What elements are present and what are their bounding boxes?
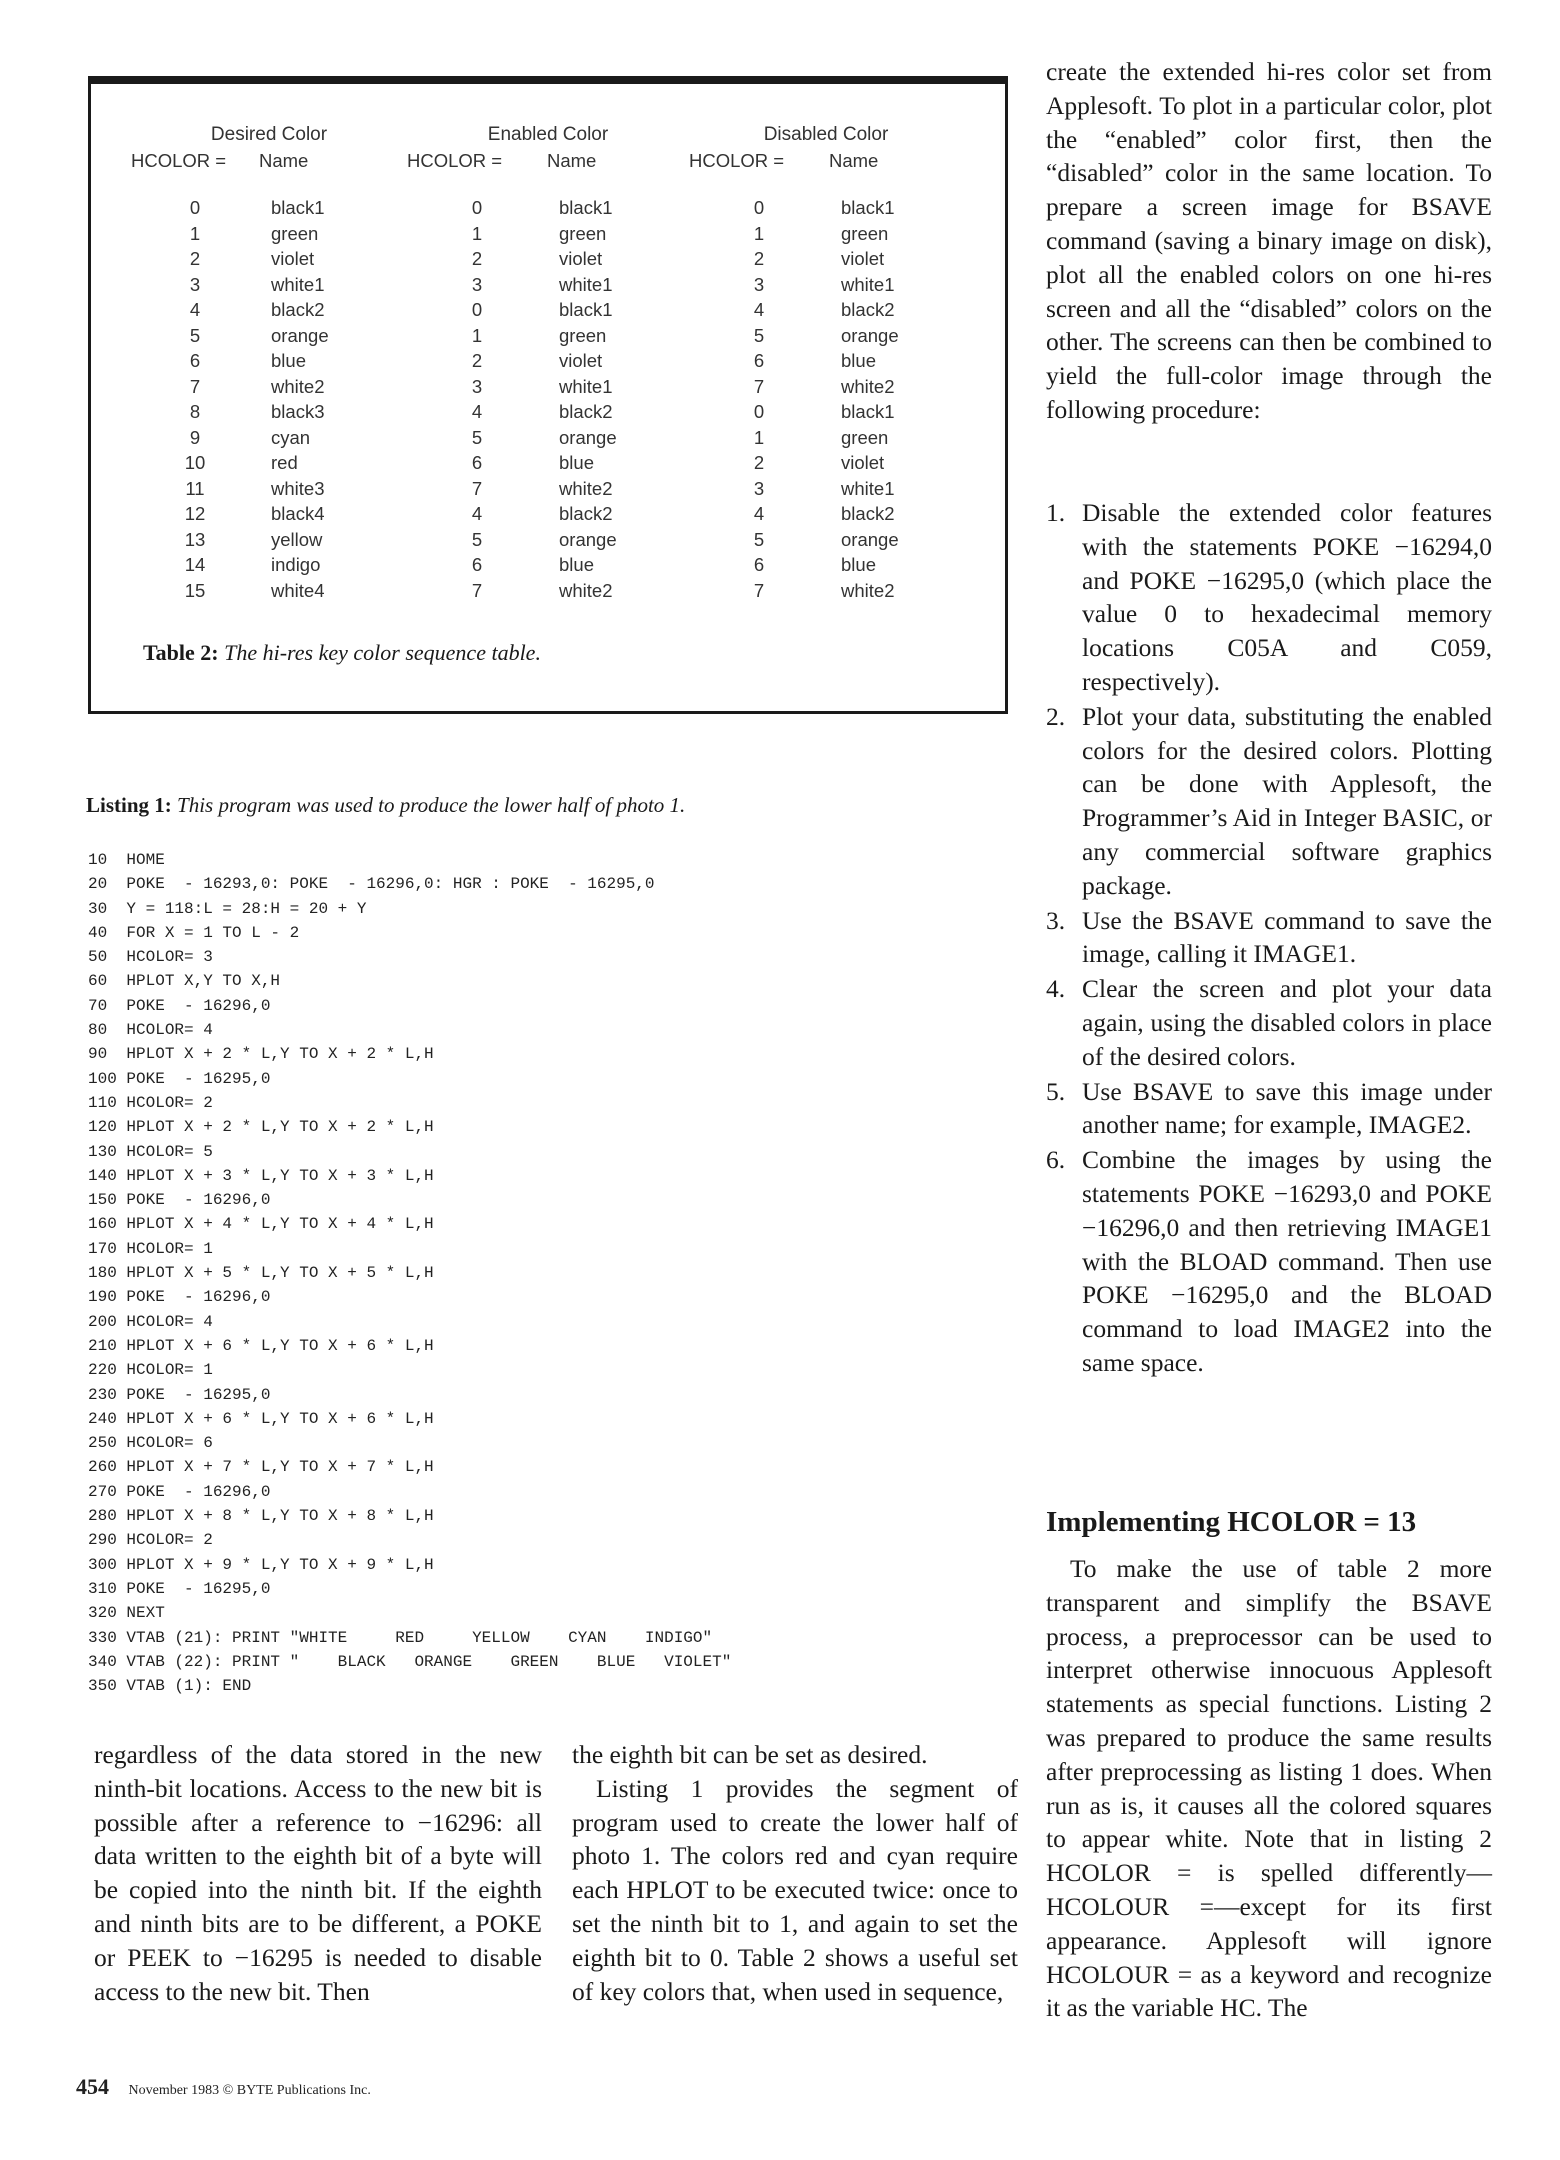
step-item (1046, 700, 1492, 903)
code-line: 90 HPLOT X + 2 * L,Y TO X + 2 * L,H (88, 1045, 434, 1064)
code-line: 220 HCOLOR= 1 (88, 1361, 213, 1380)
hcolor-value-cell: 4 (753, 503, 765, 524)
code-line: 330 VTAB (21): PRINT "WHITE RED YELLOW CYAN INDIGO" (88, 1628, 713, 1647)
hcolor-value-cell: 12 (184, 503, 206, 524)
color-name-cell: violet (559, 248, 603, 269)
color-name-cell: blue (271, 350, 306, 371)
listing-caption-text: This program was used to produce the lower half of photo 1. (177, 793, 686, 817)
paragraph: the eighth bit can be set as desired. (572, 1740, 928, 1769)
table-row (131, 476, 963, 502)
color-sequence-table (131, 122, 963, 603)
code-line: 310 POKE - 16295,0 (88, 1579, 271, 1598)
color-name-cell: white2 (841, 579, 895, 601)
code-line: 180 HPLOT X + 5 * L,Y TO X + 5 * L,H (88, 1264, 434, 1283)
color-name-cell: black2 (841, 503, 895, 524)
page-footer (76, 2074, 371, 2100)
hcolor-value-cell: 7 (753, 579, 765, 601)
color-name-cell: red (271, 452, 298, 473)
code-line: 210 HPLOT X + 6 * L,Y TO X + 6 * L,H (88, 1336, 434, 1355)
hcolor-value-cell: 1 (471, 324, 483, 346)
table-row (131, 450, 963, 476)
color-name-cell: white1 (841, 273, 895, 295)
color-name-cell: blue (559, 554, 594, 575)
step-number: 2. (1046, 701, 1066, 731)
hcolor-value-cell: 2 (753, 248, 765, 269)
color-name-cell: blue (559, 452, 594, 473)
hcolor-value-cell: 14 (184, 554, 206, 575)
hcolor-value-cell: 13 (184, 528, 206, 550)
color-name-cell: white3 (271, 477, 325, 499)
footer-credit: November 1983 © BYTE Publications Inc. (128, 2083, 371, 2098)
hcolor-value-cell: 5 (753, 528, 765, 550)
hcolor-value-cell: 6 (189, 350, 201, 371)
color-name-cell: white2 (559, 579, 613, 601)
hcolor-value-cell: 1 (189, 222, 201, 244)
color-name-cell: indigo (271, 554, 321, 575)
step-number: 5. (1046, 1076, 1066, 1106)
hcolor-value-cell: 0 (471, 197, 483, 218)
color-name-cell: white1 (559, 375, 613, 397)
code-line: 130 HCOLOR= 5 (88, 1142, 213, 1161)
step-text: Combine the images by using the statements POKE −16293,0 and POKE −16296,0 and then retrieving IMAGE1 with the BLOAD command. Then use POKE −16295,0 and the BLOAD command to load IMAGE2 into the same space. (1082, 1145, 1492, 1377)
color-name-cell: black2 (559, 503, 613, 524)
step-text: Use BSAVE to save this image under another name; for example, IMAGE2. (1082, 1076, 1492, 1140)
color-name-cell: black4 (271, 503, 325, 524)
group-header-enabled: Enabled Color (487, 124, 609, 145)
body-column-left (94, 1738, 542, 2008)
listing-caption (86, 793, 685, 818)
table-row (131, 323, 963, 349)
hcolor-value-cell: 1 (471, 222, 483, 244)
table-caption-text: The hi-res key color sequence table. (224, 640, 541, 665)
hcolor-value-cell: 7 (753, 375, 765, 397)
color-name-cell: blue (841, 350, 876, 371)
color-name-cell: violet (841, 452, 885, 473)
step-item (1046, 1143, 1492, 1380)
color-name-cell: violet (841, 248, 885, 269)
color-name-cell: orange (841, 324, 899, 346)
color-name-cell: white2 (841, 375, 895, 397)
step-number: 1. (1046, 498, 1066, 527)
color-name-cell: black2 (271, 299, 325, 320)
code-line: 290 HCOLOR= 2 (88, 1531, 213, 1550)
step-number: 3. (1046, 905, 1066, 935)
paragraph: regardless of the data stored in the new ninth-bit locations. Access to the new bit is possible after a reference to −16296: all data written to the eighth bit of a byte will be copied into the ninth bit. If the eighth and ninth bits are to be different, a POKE or PEEK to −16295 is needed to disable access to the new bit. Then (94, 1740, 542, 2006)
section-heading: Implementing HCOLOR = 13 (1046, 1506, 1417, 1538)
procedure-steps (1046, 496, 1492, 1381)
hcolor-value-cell: 2 (471, 248, 483, 269)
color-name-cell: black3 (271, 401, 325, 422)
paragraph: Listing 1 provides the segment of program used to create the lower half of photo 1. The colors red and cyan require each HPLOT to be executed twice: once to set the ninth bit to 1, and again to set the eighth bit to 0. Table 2 shows a useful set of key colors that, when used in sequence, (572, 1773, 1018, 2006)
code-line: 160 HPLOT X + 4 * L,Y TO X + 4 * L,H (88, 1215, 434, 1234)
code-line: 350 VTAB (1): END (88, 1677, 252, 1696)
color-name-cell: green (841, 222, 889, 244)
color-name-cell: black1 (841, 197, 895, 218)
table-row (131, 374, 963, 400)
step-number: 4. (1046, 974, 1066, 1004)
body-column-right-intro (1046, 55, 1492, 427)
hcolor-value-cell: 2 (471, 350, 483, 371)
step-text: Use the BSAVE command to save the image, calling it IMAGE1. (1082, 905, 1492, 969)
table-row (131, 272, 963, 298)
step-number: 6. (1046, 1145, 1066, 1175)
hcolor-value-cell: 4 (471, 401, 483, 422)
table-row (131, 501, 963, 527)
code-line: 60 HPLOT X,Y TO X,H (88, 972, 281, 991)
code-line: 300 HPLOT X + 9 * L,Y TO X + 9 * L,H (88, 1555, 434, 1574)
step-item (1046, 496, 1492, 699)
hcolor-value-cell: 6 (471, 554, 483, 575)
sub-header: HCOLOR = (131, 149, 227, 171)
color-name-cell: white4 (271, 579, 325, 601)
table-caption (143, 640, 541, 666)
color-name-cell: white1 (841, 477, 895, 499)
color-name-cell: yellow (271, 528, 323, 550)
table-row (131, 195, 963, 221)
hcolor-value-cell: 3 (189, 273, 201, 295)
hcolor-value-cell: 1 (753, 222, 765, 244)
page-number: 454 (76, 2074, 109, 2099)
color-name-cell: blue (841, 554, 876, 575)
hcolor-value-cell: 5 (189, 324, 201, 346)
paragraph: create the extended hi-res color set from Applesoft. To plot in a particular color, plot the “enabled” color first, then the “disabled” color in the same location. To prepare a screen image for BSAVE command (saving a binary image on disk), plot all the enabled colors on one hi-res screen and all the “disabled” colors on the other. The screens can then be combined to yield the full-color image through the following procedure: (1046, 57, 1492, 424)
code-line: 150 POKE - 16296,0 (88, 1191, 271, 1210)
hcolor-value-cell: 15 (184, 579, 206, 601)
table-row (131, 348, 963, 374)
step-text: Clear the screen and plot your data again, using the disabled colors in place of the desired colors. (1082, 974, 1492, 1071)
table-caption-label: Table 2: (143, 640, 219, 665)
listing-caption-label: Listing 1: (86, 793, 172, 817)
color-name-cell: orange (271, 324, 329, 346)
body-column-middle (572, 1738, 1018, 2008)
sub-header: Name (829, 149, 879, 171)
code-line: 70 POKE - 16296,0 (88, 996, 271, 1015)
color-name-cell: white2 (559, 477, 613, 499)
group-header-desired: Desired Color (210, 124, 328, 145)
color-name-cell: black1 (559, 299, 613, 320)
color-name-cell: black1 (841, 401, 895, 422)
hcolor-value-cell: 7 (189, 375, 201, 397)
hcolor-value-cell: 6 (471, 452, 483, 473)
color-name-cell: cyan (271, 426, 311, 448)
table-group-header-row (131, 122, 963, 148)
hcolor-value-cell: 2 (189, 248, 201, 269)
color-name-cell: black1 (271, 197, 325, 218)
table-row (131, 399, 963, 425)
table-frame (88, 76, 1008, 714)
table-sub-header-row (131, 148, 963, 174)
hcolor-value-cell: 3 (753, 273, 765, 295)
code-line: 270 POKE - 16296,0 (88, 1482, 271, 1501)
code-line: 110 HCOLOR= 2 (88, 1093, 213, 1112)
hcolor-value-cell: 3 (471, 375, 483, 397)
step-item (1046, 972, 1492, 1073)
sub-header: Name (259, 149, 309, 171)
code-line: 170 HCOLOR= 1 (88, 1239, 213, 1258)
step-item (1046, 904, 1492, 972)
table-row (131, 425, 963, 451)
hcolor-value-cell: 4 (753, 299, 765, 320)
hcolor-value-cell: 3 (471, 273, 483, 295)
body-column-right-final (1046, 1552, 1492, 2025)
hcolor-value-cell: 6 (753, 350, 765, 371)
code-line: 80 HCOLOR= 4 (88, 1021, 213, 1040)
step-item (1046, 1075, 1492, 1143)
sub-header: Name (547, 149, 597, 171)
sub-header: HCOLOR = (407, 149, 503, 171)
hcolor-value-cell: 4 (189, 299, 201, 320)
table-row (131, 527, 963, 553)
code-line: 30 Y = 118:L = 28:H = 20 + Y (88, 899, 367, 918)
hcolor-value-cell: 5 (471, 528, 483, 550)
table-row (131, 578, 963, 604)
hcolor-value-cell: 6 (753, 554, 765, 575)
table-row (131, 246, 963, 272)
color-name-cell: green (559, 324, 607, 346)
color-name-cell: orange (559, 426, 617, 448)
color-name-cell: green (841, 426, 889, 448)
code-line: 250 HCOLOR= 6 (88, 1434, 213, 1453)
color-name-cell: violet (271, 248, 315, 269)
sub-header: HCOLOR = (689, 149, 785, 171)
code-line: 200 HCOLOR= 4 (88, 1312, 213, 1331)
hcolor-value-cell: 1 (753, 426, 765, 448)
color-name-cell: black1 (559, 197, 613, 218)
color-name-cell: white2 (271, 375, 325, 397)
hcolor-value-cell: 5 (471, 426, 483, 448)
code-line: 120 HPLOT X + 2 * L,Y TO X + 2 * L,H (88, 1118, 434, 1137)
code-line: 40 FOR X = 1 TO L - 2 (88, 923, 300, 942)
hcolor-value-cell: 5 (753, 324, 765, 346)
hcolor-value-cell: 0 (753, 401, 765, 422)
color-name-cell: violet (559, 350, 603, 371)
table-row (131, 297, 963, 323)
hcolor-value-cell: 9 (189, 426, 201, 448)
hcolor-value-cell: 7 (471, 477, 483, 499)
hcolor-value-cell: 2 (753, 452, 765, 473)
code-line: 320 NEXT (88, 1604, 165, 1623)
hcolor-value-cell: 0 (189, 197, 201, 218)
hcolor-value-cell: 3 (753, 477, 765, 499)
color-name-cell: white1 (271, 273, 325, 295)
group-header-disabled: Disabled Color (763, 124, 889, 145)
code-line: 190 POKE - 16296,0 (88, 1288, 271, 1307)
color-name-cell: orange (841, 528, 899, 550)
hcolor-value-cell: 11 (185, 477, 205, 499)
table-row (131, 552, 963, 578)
hcolor-value-cell: 8 (189, 401, 201, 422)
hcolor-value-cell: 7 (471, 579, 483, 601)
code-line: 50 HCOLOR= 3 (88, 948, 213, 967)
color-name-cell: black2 (559, 401, 613, 422)
step-text: Plot your data, substituting the enabled colors for the desired colors. Plotting can be done with Applesoft, the Programmer’s Aid in Integer BASIC, or any commercial software graphics package. (1082, 701, 1492, 900)
step-text: Disable the extended color features with the statements POKE −16294,0 and POKE −16295,0 (which place the value 0 to hexadecimal memory locations C05A and C059, respectively). (1082, 498, 1492, 696)
hcolor-value-cell: 0 (471, 299, 483, 320)
code-line: 10 HOME (88, 851, 165, 869)
code-line: 230 POKE - 16295,0 (88, 1385, 271, 1404)
color-name-cell: white1 (559, 273, 613, 295)
color-name-cell: orange (559, 528, 617, 550)
code-line: 20 POKE - 16293,0: POKE - 16296,0: HGR : POKE - 16295,0 (88, 875, 655, 894)
color-name-cell: green (271, 222, 319, 244)
table-row (131, 221, 963, 247)
code-line: 100 POKE - 16295,0 (88, 1069, 271, 1088)
code-line: 240 HPLOT X + 6 * L,Y TO X + 6 * L,H (88, 1409, 434, 1428)
code-line: 340 VTAB (22): PRINT " BLACK ORANGE GREEN BLUE VIOLET" (88, 1652, 732, 1671)
hcolor-value-cell: 10 (184, 452, 206, 473)
paragraph: To make the use of table 2 more transparent and simplify the BSAVE process, a preprocessor can be used to interpret otherwise innocuous Applesoft statements as special functions. Listing 2 was prepared to produce the same results after preprocessing as listing 1 does. When run as is, it causes all the colored squares to appear white. Note that in listing 2 HCOLOR = is spelled differently—HCOLOUR =—except for its first appearance. Applesoft will ignore HCOLOUR = as a keyword and recognize it as the variable HC. The (1046, 1554, 1492, 2023)
code-line: 260 HPLOT X + 7 * L,Y TO X + 7 * L,H (88, 1458, 434, 1477)
color-name-cell: black2 (841, 299, 895, 320)
code-line: 140 HPLOT X + 3 * L,Y TO X + 3 * L,H (88, 1166, 434, 1185)
program-listing (88, 848, 988, 1698)
code-line: 280 HPLOT X + 8 * L,Y TO X + 8 * L,H (88, 1507, 434, 1526)
hcolor-value-cell: 4 (471, 503, 483, 524)
color-name-cell: green (559, 222, 607, 244)
hcolor-value-cell: 0 (753, 197, 765, 218)
